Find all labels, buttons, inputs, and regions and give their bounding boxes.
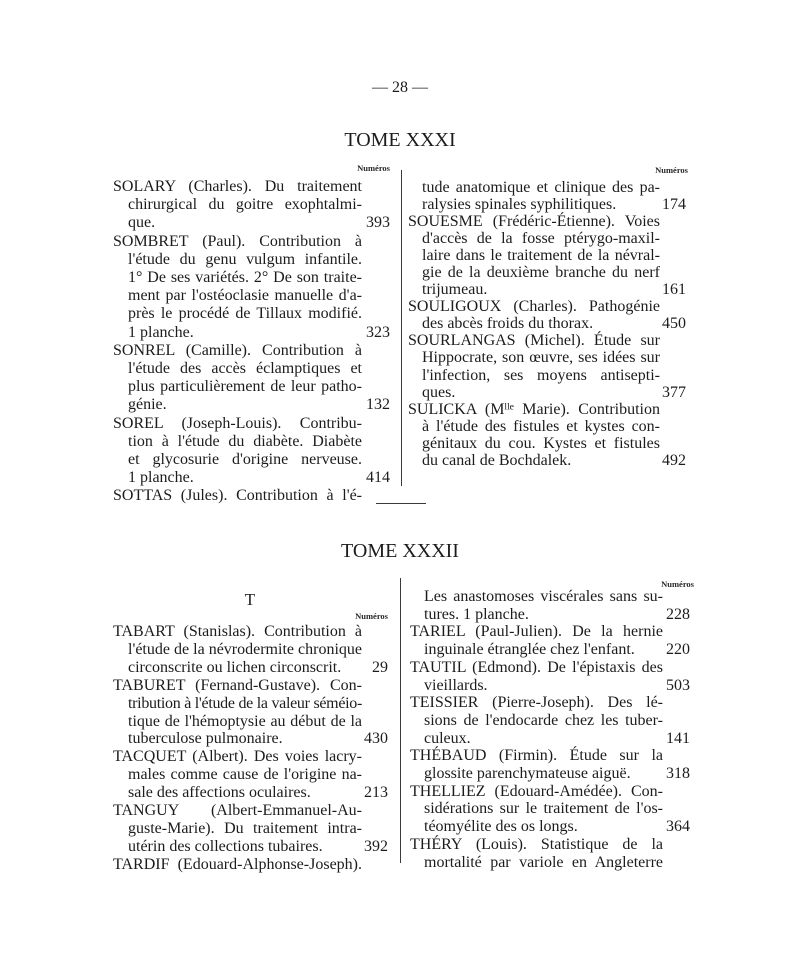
line-text: l'étude des accès éclamptiques et [128, 360, 362, 378]
entry-line [408, 264, 686, 281]
index-entry [410, 623, 690, 658]
line-text: ques. [422, 383, 456, 401]
alphabet-letter-heading: T [244, 590, 256, 609]
index-entry [113, 856, 388, 874]
entry-line [113, 713, 388, 731]
line-text: SONREL (Camille). Contribution à [113, 341, 362, 359]
line-text: 1° De ses variétés. 2° De son traite- [128, 269, 362, 287]
entry-line [113, 730, 388, 748]
entry-heading-line [113, 178, 390, 196]
index-entry [113, 487, 390, 505]
entry-line [113, 378, 390, 396]
index-entry [410, 747, 690, 782]
line-text: tribution à l'étude de la valeur séméio- [128, 694, 362, 712]
line-text: SOURLANGAS (Michel). Étude sur [408, 332, 660, 350]
entry-line [408, 418, 686, 435]
line-text: ralysies spinales syphilitiques. [422, 195, 617, 213]
entry-line [410, 606, 690, 624]
index-column-right [408, 179, 686, 470]
index-entry [113, 178, 390, 233]
index-entry [113, 677, 388, 749]
line-text: sions de l'endocarde chez les tuber- [424, 711, 663, 729]
line-text: TARDIF (Edouard-Alphonse-Joseph). [113, 855, 362, 873]
line-text: gie de la deuxième branche du nerf [422, 263, 660, 281]
line-text: inguinale étranglée chez l'enfant. [424, 641, 635, 659]
entry-line [410, 818, 690, 836]
entry-line [408, 179, 686, 196]
column-divider [400, 578, 401, 863]
line-text: SOMBRET (Paul). Contribution à [113, 232, 362, 250]
numeros-column-header: Numéros [357, 163, 390, 173]
index-entry [408, 213, 686, 298]
line-text: 1 planche. [128, 469, 194, 487]
line-text: l'étude du genu vulgum infantile. [128, 250, 362, 268]
line-text: TACQUET (Albert). Des voies lacry- [113, 748, 362, 766]
entry-line [113, 641, 388, 659]
entry-heading-line [113, 748, 388, 766]
line-text: TARIEL (Paul-Julien). De la hernie [410, 623, 663, 641]
entry-line [113, 214, 390, 232]
index-entry [410, 694, 690, 747]
line-text: culeux. [424, 729, 471, 747]
entry-number: 161 [662, 281, 686, 299]
index-entry [113, 623, 388, 677]
line-text: TAUTIL (Edmond). De l'épistaxis des [410, 658, 663, 676]
entry-line [408, 349, 686, 366]
entry-number: 414 [366, 469, 390, 487]
entry-line [408, 247, 686, 264]
line-text: génie. [128, 396, 167, 414]
entry-number: 213 [364, 784, 388, 802]
line-text: téomyélite des os longs. [424, 818, 578, 836]
entry-heading-line [113, 342, 390, 360]
line-text: TANGUY (Albert-Emmanuel-Au- [113, 802, 362, 820]
entry-line [113, 820, 388, 838]
index-entry [410, 659, 690, 694]
line-text: Les anastomoses viscérales sans su- [424, 588, 663, 605]
entry-number: 141 [666, 729, 690, 747]
line-text: SOTTAS (Jules). Contribution à l'é- [113, 487, 362, 505]
entry-number: 220 [666, 641, 690, 659]
line-text: des abcès froids du thorax. [422, 315, 594, 333]
entry-number: 392 [364, 837, 388, 855]
entry-line [408, 230, 686, 247]
entry-line [410, 854, 690, 872]
index-entry [408, 332, 686, 400]
entry-line [410, 730, 690, 748]
entry-number: 503 [666, 676, 690, 694]
continued-entry [410, 588, 690, 623]
entry-line [113, 695, 388, 713]
index-column-left [113, 623, 388, 874]
numeros-column-header: Numéros [655, 165, 688, 175]
index-column-right [410, 588, 690, 871]
column-divider [401, 170, 402, 486]
entry-number: 430 [364, 730, 388, 748]
entry-line [113, 433, 390, 451]
entry-line [410, 800, 690, 818]
line-text: tuberculose pulmonaire. [128, 730, 283, 748]
entry-heading-line [410, 747, 690, 765]
line-text: à l'étude des fistules et kystes con- [422, 417, 660, 435]
entry-heading-line [113, 415, 390, 433]
index-entry [113, 415, 390, 488]
line-text: THELLIEZ (Edouard-Amédée). Con- [410, 782, 663, 800]
line-text: Hippocrate, son œuvre, ses idées sur [422, 349, 660, 367]
entry-line [113, 196, 390, 214]
entry-line [408, 281, 686, 298]
entry-heading-line [113, 233, 390, 251]
entry-heading-line [408, 213, 686, 230]
entry-line [408, 315, 686, 332]
line-text: ment par l'ostéoclasie manuelle d'a- [128, 287, 362, 305]
line-text: près le procédé de Tillaux modifié. [128, 305, 362, 323]
entry-line [410, 765, 690, 783]
entry-line [113, 360, 390, 378]
entry-heading-line [113, 487, 390, 505]
entry-line [113, 451, 390, 469]
line-text: TABURET (Fernand-Gustave). Con- [113, 676, 362, 694]
entry-line [113, 469, 390, 487]
line-text: TEISSIER (Pierre-Joseph). Des lé- [410, 694, 663, 712]
entry-line [113, 269, 390, 287]
entry-heading-line [113, 856, 388, 874]
entry-heading-line [410, 783, 690, 801]
section-title-tome-xxxii: TOME XXXII [341, 540, 459, 562]
line-text: tures. 1 planche. [424, 605, 529, 623]
line-text: 1 planche. [128, 323, 194, 341]
entry-line [113, 251, 390, 269]
entry-number: 450 [662, 315, 686, 333]
entry-number: 393 [366, 214, 390, 232]
index-entry [408, 298, 686, 332]
line-text: SOULIGOUX (Charles). Pathogénie [408, 298, 660, 316]
entry-heading-line [113, 802, 388, 820]
line-text: trijumeau. [422, 281, 488, 299]
line-text: du canal de Bochdalek. [422, 452, 572, 469]
line-text: génitaux du cou. Kystes et fistules [422, 434, 660, 452]
line-text: guste-Marie). Du traitement intra- [128, 819, 362, 837]
entry-number: 323 [366, 323, 390, 341]
entry-number: 228 [666, 605, 690, 623]
line-text: THÉBAUD (Firmin). Étude sur la [410, 747, 663, 765]
line-text: SULICKA (Mˡˡᵉ Marie). Contribution [408, 400, 660, 418]
line-text: laire dans le traitement de la névral- [422, 246, 660, 264]
line-text: SOREL (Joseph-Louis). Contribu- [113, 414, 362, 432]
entry-line [408, 367, 686, 384]
line-text: sidérations sur le traitement de l'os- [424, 800, 663, 818]
entry-line [408, 384, 686, 401]
entry-line [410, 677, 690, 695]
line-text: l'étude de la névrodermite chronique [128, 640, 362, 658]
entry-heading-line [408, 401, 686, 418]
line-text: d'accès de la fosse ptérygo-maxil- [422, 229, 660, 247]
entry-line [408, 196, 686, 213]
entry-line [408, 435, 686, 452]
entry-heading-line [410, 836, 690, 854]
line-text: et glycosurie d'origine nerveuse. [128, 451, 362, 469]
line-text: THÉRY (Louis). Statistique de la [410, 835, 663, 853]
line-text: tion à l'étude du diabète. Diabète [128, 432, 362, 450]
entry-line [408, 452, 686, 469]
entry-line [410, 588, 690, 606]
line-text: TABART (Stanislas). Contribution à [113, 623, 362, 640]
continued-entry [408, 179, 686, 213]
line-text: glossite parenchymateuse aiguë. [424, 765, 631, 783]
index-entry [113, 342, 390, 415]
line-text: tude anatomique et clinique des pa- [422, 178, 660, 196]
line-text: vieillards. [424, 676, 488, 694]
line-text: plus particulièrement de leur patho- [128, 378, 362, 396]
line-text: SOUESME (Frédéric-Étienne). Voies [408, 212, 660, 230]
index-entry [410, 836, 690, 871]
entry-line [113, 287, 390, 305]
entry-line [113, 659, 388, 677]
index-column-left [113, 178, 390, 506]
entry-heading-line [113, 623, 388, 641]
index-entry [113, 748, 388, 802]
entry-line [113, 324, 390, 342]
entry-line [410, 641, 690, 659]
index-entry [113, 233, 390, 342]
line-text: SOLARY (Charles). Du traitement [113, 178, 362, 195]
entry-number: 492 [662, 452, 686, 469]
entry-number: 318 [666, 765, 690, 783]
numeros-column-header: Numéros [661, 579, 694, 589]
entry-number: 364 [666, 818, 690, 836]
entry-heading-line [408, 332, 686, 349]
section-title-tome-xxxi: TOME XXXI [344, 129, 456, 151]
entry-line [113, 838, 388, 856]
entry-heading-line [113, 677, 388, 695]
line-text: que. [128, 214, 156, 232]
entry-number: 174 [662, 195, 686, 213]
entry-heading-line [410, 623, 690, 641]
entry-heading-line [410, 694, 690, 712]
line-text: mortalité par variole en Angleterre [424, 853, 663, 871]
entry-line [113, 305, 390, 323]
line-text: utérin des collections tubaires. [128, 837, 323, 855]
entry-heading-line [408, 298, 686, 315]
line-text: l'infection, ses moyens antisepti- [422, 366, 660, 384]
page-number: — 28 — [372, 79, 428, 96]
index-entry [113, 802, 388, 856]
index-entry [410, 783, 690, 836]
entry-number: 132 [366, 396, 390, 414]
index-entry [408, 401, 686, 469]
line-text: males comme cause de l'origine na- [128, 766, 362, 784]
line-text: circonscrite ou lichen circonscrit. [128, 658, 342, 676]
entry-line [113, 784, 388, 802]
entry-line [113, 766, 388, 784]
entry-number: 377 [662, 383, 686, 401]
entry-number: 29 [372, 658, 388, 676]
entry-line [410, 712, 690, 730]
line-text: sale des affections oculaires. [128, 784, 311, 802]
entry-line [113, 396, 390, 414]
entry-heading-line [410, 659, 690, 677]
line-text: tique de l'hémoptysie au début de la [128, 712, 362, 730]
line-text: chirurgical du goitre exophtalmi- [128, 196, 362, 214]
section-separator-rule [376, 503, 426, 504]
numeros-column-header: Numéros [355, 611, 388, 621]
